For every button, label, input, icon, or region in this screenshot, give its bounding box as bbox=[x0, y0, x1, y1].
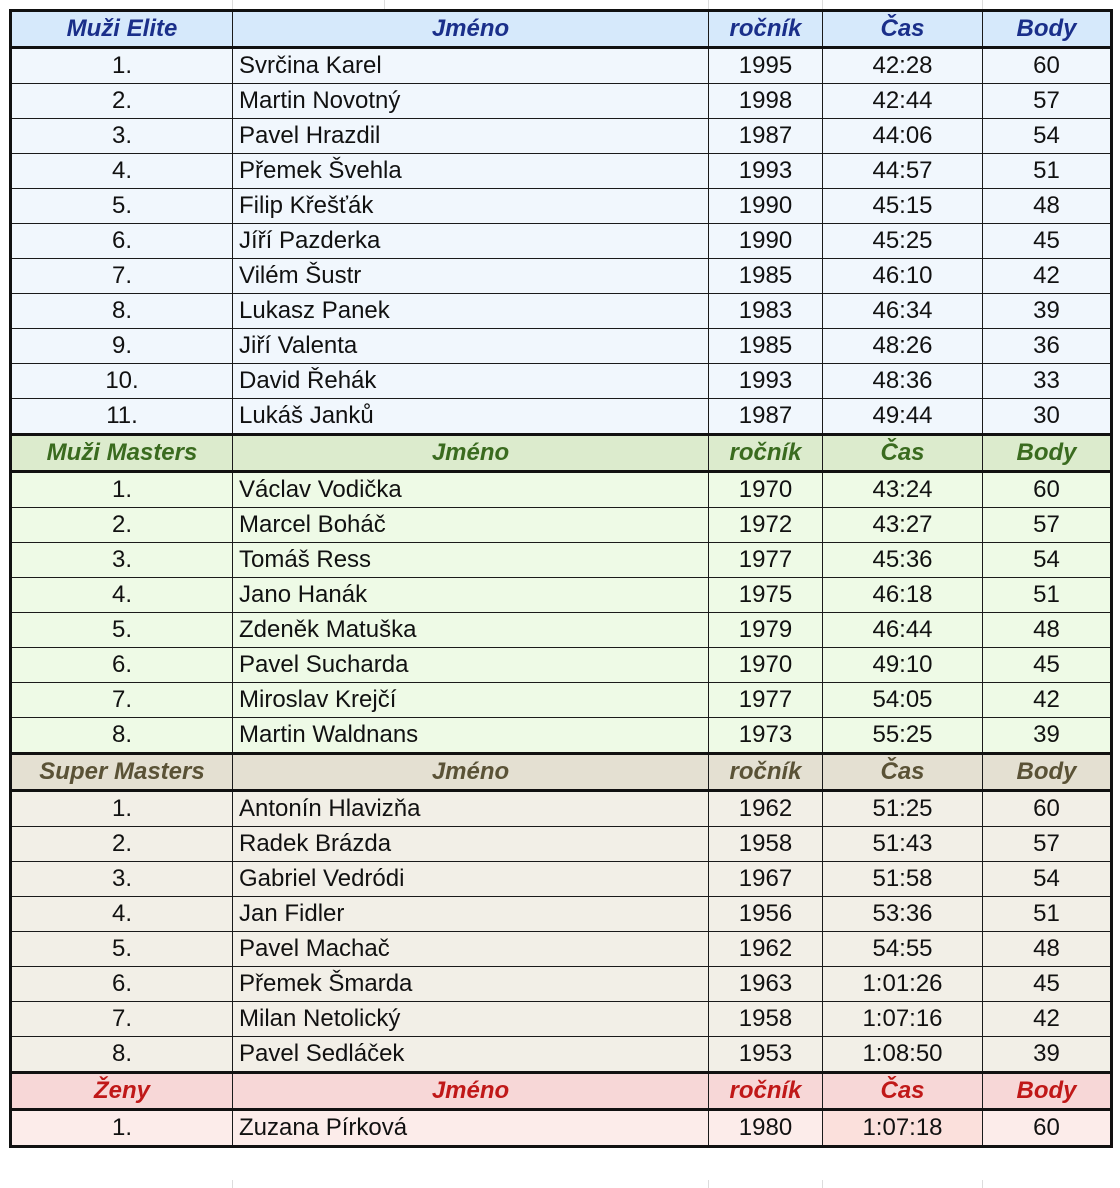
cell-year[interactable]: 1962 bbox=[709, 791, 823, 827]
cell-name[interactable]: Jíří Pazderka bbox=[233, 224, 709, 259]
cell-name[interactable]: Filip Křešťák bbox=[233, 189, 709, 224]
section-header-row bbox=[11, 435, 1112, 472]
gridline bbox=[384, 0, 385, 9]
table-row bbox=[11, 791, 1112, 827]
cell-time[interactable]: 1:08:50 bbox=[823, 1037, 983, 1073]
table-row bbox=[11, 364, 1112, 399]
table-row bbox=[11, 472, 1112, 508]
table-row bbox=[11, 259, 1112, 294]
table-row bbox=[11, 543, 1112, 578]
gridline bbox=[708, 1180, 709, 1188]
cell-points[interactable]: 48 bbox=[983, 932, 1112, 967]
table-row bbox=[11, 1110, 1112, 1147]
cell-rank[interactable]: 10. bbox=[11, 364, 233, 399]
table-row bbox=[11, 154, 1112, 189]
cell-year[interactable]: 1958 bbox=[709, 827, 823, 862]
table-row bbox=[11, 613, 1112, 648]
header-cell-time[interactable]: Čas bbox=[823, 754, 983, 791]
gridline bbox=[822, 1180, 823, 1188]
cell-name[interactable]: Svrčina Karel bbox=[233, 48, 709, 84]
cell-name[interactable]: Martin Waldnans bbox=[233, 718, 709, 754]
table-row bbox=[11, 578, 1112, 613]
cell-points[interactable]: 57 bbox=[983, 84, 1112, 119]
cell-rank[interactable]: 6. bbox=[11, 648, 233, 683]
cell-time[interactable]: 46:34 bbox=[823, 294, 983, 329]
cell-year[interactable]: 1970 bbox=[709, 648, 823, 683]
cell-points[interactable]: 45 bbox=[983, 967, 1112, 1002]
cell-rank[interactable]: 5. bbox=[11, 189, 233, 224]
section-masters bbox=[11, 435, 1112, 754]
cell-time[interactable]: 45:25 bbox=[823, 224, 983, 259]
section-super bbox=[11, 754, 1112, 1073]
header-cell-category[interactable]: Muži Masters bbox=[11, 435, 233, 472]
cell-rank[interactable]: 1. bbox=[11, 48, 233, 84]
cell-points[interactable]: 42 bbox=[983, 259, 1112, 294]
gridline bbox=[232, 1180, 233, 1188]
cell-name[interactable]: Jiří Valenta bbox=[233, 329, 709, 364]
cell-points[interactable]: 60 bbox=[983, 48, 1112, 84]
cell-year[interactable]: 1956 bbox=[709, 897, 823, 932]
cell-rank[interactable]: 2. bbox=[11, 827, 233, 862]
cell-year[interactable]: 1975 bbox=[709, 578, 823, 613]
cell-time[interactable]: 51:43 bbox=[823, 827, 983, 862]
cell-year[interactable]: 1962 bbox=[709, 932, 823, 967]
cell-time[interactable]: 54:05 bbox=[823, 683, 983, 718]
cell-points[interactable]: 39 bbox=[983, 294, 1112, 329]
cell-rank[interactable]: 2. bbox=[11, 508, 233, 543]
section-header-row bbox=[11, 11, 1112, 48]
cell-points[interactable]: 51 bbox=[983, 154, 1112, 189]
cell-rank[interactable]: 1. bbox=[11, 472, 233, 508]
cell-year[interactable]: 1970 bbox=[709, 472, 823, 508]
cell-points[interactable]: 30 bbox=[983, 399, 1112, 435]
cell-rank[interactable]: 3. bbox=[11, 119, 233, 154]
header-cell-category[interactable]: Ženy bbox=[11, 1073, 233, 1110]
cell-time[interactable]: 51:25 bbox=[823, 791, 983, 827]
cell-name[interactable]: Jano Hanák bbox=[233, 578, 709, 613]
cell-rank[interactable]: 11. bbox=[11, 399, 233, 435]
cell-time[interactable]: 53:36 bbox=[823, 897, 983, 932]
cell-year[interactable]: 1972 bbox=[709, 508, 823, 543]
cell-name[interactable]: Vilém Šustr bbox=[233, 259, 709, 294]
cell-name[interactable]: Lukasz Panek bbox=[233, 294, 709, 329]
header-cell-points[interactable]: Body bbox=[983, 754, 1112, 791]
cell-time[interactable]: 43:24 bbox=[823, 472, 983, 508]
cell-name[interactable]: Pavel Sedláček bbox=[233, 1037, 709, 1073]
cell-points[interactable]: 57 bbox=[983, 827, 1112, 862]
cell-rank[interactable]: 5. bbox=[11, 932, 233, 967]
cell-points[interactable]: 39 bbox=[983, 718, 1112, 754]
gridline bbox=[708, 0, 709, 9]
table-row bbox=[11, 967, 1112, 1002]
header-cell-category[interactable]: Super Masters bbox=[11, 754, 233, 791]
results-table bbox=[9, 9, 1113, 1148]
cell-points[interactable]: 54 bbox=[983, 119, 1112, 154]
header-cell-time[interactable]: Čas bbox=[823, 11, 983, 48]
header-cell-name[interactable]: Jméno bbox=[233, 1073, 709, 1110]
cell-rank[interactable]: 4. bbox=[11, 154, 233, 189]
cell-points[interactable]: 57 bbox=[983, 508, 1112, 543]
cell-name[interactable]: Přemek Švehla bbox=[233, 154, 709, 189]
header-cell-time[interactable]: Čas bbox=[823, 435, 983, 472]
cell-name[interactable]: Marcel Boháč bbox=[233, 508, 709, 543]
cell-year[interactable]: 1990 bbox=[709, 189, 823, 224]
cell-year[interactable]: 1987 bbox=[709, 399, 823, 435]
header-cell-year[interactable]: ročník bbox=[709, 1073, 823, 1110]
cell-name[interactable]: Václav Vodička bbox=[233, 472, 709, 508]
section-header-row bbox=[11, 1073, 1112, 1110]
table-row bbox=[11, 827, 1112, 862]
cell-points[interactable]: 48 bbox=[983, 613, 1112, 648]
cell-rank[interactable]: 6. bbox=[11, 967, 233, 1002]
table-row bbox=[11, 119, 1112, 154]
table-row bbox=[11, 1002, 1112, 1037]
table-row bbox=[11, 862, 1112, 897]
table-row bbox=[11, 648, 1112, 683]
cell-year[interactable]: 1977 bbox=[709, 683, 823, 718]
cell-rank[interactable]: 4. bbox=[11, 578, 233, 613]
table-row bbox=[11, 1037, 1112, 1073]
cell-time[interactable]: 44:06 bbox=[823, 119, 983, 154]
cell-time[interactable]: 1:07:16 bbox=[823, 1002, 983, 1037]
cell-year[interactable]: 1990 bbox=[709, 224, 823, 259]
cell-time[interactable]: 43:27 bbox=[823, 508, 983, 543]
cell-time[interactable]: 48:26 bbox=[823, 329, 983, 364]
table-row bbox=[11, 189, 1112, 224]
cell-year[interactable]: 1980 bbox=[709, 1110, 823, 1147]
table-row bbox=[11, 683, 1112, 718]
table-row bbox=[11, 84, 1112, 119]
cell-time[interactable]: 44:57 bbox=[823, 154, 983, 189]
cell-name[interactable]: Pavel Sucharda bbox=[233, 648, 709, 683]
cell-name[interactable]: Lukáš Janků bbox=[233, 399, 709, 435]
cell-name[interactable]: David Řehák bbox=[233, 364, 709, 399]
header-cell-year[interactable]: ročník bbox=[709, 435, 823, 472]
cell-points[interactable]: 33 bbox=[983, 364, 1112, 399]
cell-time[interactable]: 46:10 bbox=[823, 259, 983, 294]
cell-name[interactable]: Pavel Machač bbox=[233, 932, 709, 967]
cell-rank[interactable]: 9. bbox=[11, 329, 233, 364]
cell-points[interactable]: 42 bbox=[983, 683, 1112, 718]
cell-points[interactable]: 45 bbox=[983, 224, 1112, 259]
cell-year[interactable]: 1967 bbox=[709, 862, 823, 897]
cell-rank[interactable]: 8. bbox=[11, 294, 233, 329]
header-cell-time[interactable]: Čas bbox=[823, 1073, 983, 1110]
gridline bbox=[982, 1180, 983, 1188]
cell-points[interactable]: 42 bbox=[983, 1002, 1112, 1037]
cell-name[interactable]: Radek Brázda bbox=[233, 827, 709, 862]
cell-year[interactable]: 1987 bbox=[709, 119, 823, 154]
cell-year[interactable]: 1998 bbox=[709, 84, 823, 119]
cell-time[interactable]: 46:44 bbox=[823, 613, 983, 648]
gridlines-top bbox=[0, 0, 1120, 9]
cell-time[interactable]: 42:44 bbox=[823, 84, 983, 119]
cell-points[interactable]: 51 bbox=[983, 897, 1112, 932]
cell-points[interactable]: 48 bbox=[983, 189, 1112, 224]
header-cell-year[interactable]: ročník bbox=[709, 11, 823, 48]
cell-rank[interactable]: 4. bbox=[11, 897, 233, 932]
header-cell-name[interactable]: Jméno bbox=[233, 11, 709, 48]
table-row bbox=[11, 718, 1112, 754]
section-elite bbox=[11, 11, 1112, 435]
cell-rank[interactable]: 8. bbox=[11, 1037, 233, 1073]
cell-rank[interactable]: 1. bbox=[11, 1110, 233, 1147]
cell-points[interactable]: 45 bbox=[983, 648, 1112, 683]
cell-time[interactable]: 51:58 bbox=[823, 862, 983, 897]
cell-rank[interactable]: 6. bbox=[11, 224, 233, 259]
cell-year[interactable]: 1993 bbox=[709, 364, 823, 399]
header-cell-name[interactable]: Jméno bbox=[233, 754, 709, 791]
cell-rank[interactable]: 2. bbox=[11, 84, 233, 119]
header-cell-category[interactable]: Muži Elite bbox=[11, 11, 233, 48]
cell-year[interactable]: 1979 bbox=[709, 613, 823, 648]
cell-year[interactable]: 1963 bbox=[709, 967, 823, 1002]
header-cell-points[interactable]: Body bbox=[983, 435, 1112, 472]
table-row bbox=[11, 897, 1112, 932]
cell-name[interactable]: Miroslav Krejčí bbox=[233, 683, 709, 718]
cell-points[interactable]: 54 bbox=[983, 862, 1112, 897]
cell-year[interactable]: 1977 bbox=[709, 543, 823, 578]
table-row bbox=[11, 48, 1112, 84]
gridline bbox=[232, 0, 233, 9]
cell-time[interactable]: 54:55 bbox=[823, 932, 983, 967]
cell-year[interactable]: 1993 bbox=[709, 154, 823, 189]
table-row bbox=[11, 932, 1112, 967]
table-row bbox=[11, 508, 1112, 543]
table-row bbox=[11, 224, 1112, 259]
cell-year[interactable]: 1983 bbox=[709, 294, 823, 329]
gridline bbox=[822, 0, 823, 9]
table-row bbox=[11, 399, 1112, 435]
cell-time[interactable]: 49:10 bbox=[823, 648, 983, 683]
cell-time[interactable]: 48:36 bbox=[823, 364, 983, 399]
cell-points[interactable]: 60 bbox=[983, 791, 1112, 827]
cell-name[interactable]: Přemek Šmarda bbox=[233, 967, 709, 1002]
header-cell-points[interactable]: Body bbox=[983, 1073, 1112, 1110]
cell-points[interactable]: 39 bbox=[983, 1037, 1112, 1073]
cell-time[interactable]: 49:44 bbox=[823, 399, 983, 435]
cell-year[interactable]: 1995 bbox=[709, 48, 823, 84]
cell-rank[interactable]: 8. bbox=[11, 718, 233, 754]
cell-points[interactable]: 54 bbox=[983, 543, 1112, 578]
cell-name[interactable]: Pavel Hrazdil bbox=[233, 119, 709, 154]
cell-name[interactable]: Jan Fidler bbox=[233, 897, 709, 932]
cell-name[interactable]: Milan Netolický bbox=[233, 1002, 709, 1037]
cell-name[interactable]: Gabriel Vedródi bbox=[233, 862, 709, 897]
cell-rank[interactable]: 3. bbox=[11, 862, 233, 897]
cell-name[interactable]: Zdeněk Matuška bbox=[233, 613, 709, 648]
table-row bbox=[11, 329, 1112, 364]
cell-time[interactable]: 42:28 bbox=[823, 48, 983, 84]
cell-time[interactable]: 46:18 bbox=[823, 578, 983, 613]
gridlines-bottom bbox=[0, 1180, 1120, 1188]
cell-points[interactable]: 36 bbox=[983, 329, 1112, 364]
cell-rank[interactable]: 7. bbox=[11, 1002, 233, 1037]
cell-time[interactable]: 45:15 bbox=[823, 189, 983, 224]
cell-rank[interactable]: 3. bbox=[11, 543, 233, 578]
cell-year[interactable]: 1953 bbox=[709, 1037, 823, 1073]
cell-rank[interactable]: 7. bbox=[11, 259, 233, 294]
cell-time[interactable]: 55:25 bbox=[823, 718, 983, 754]
cell-rank[interactable]: 5. bbox=[11, 613, 233, 648]
table-row bbox=[11, 294, 1112, 329]
gridline bbox=[982, 0, 983, 9]
cell-name[interactable]: Martin Novotný bbox=[233, 84, 709, 119]
cell-rank[interactable]: 7. bbox=[11, 683, 233, 718]
cell-rank[interactable]: 1. bbox=[11, 791, 233, 827]
cell-year[interactable]: 1958 bbox=[709, 1002, 823, 1037]
cell-points[interactable]: 51 bbox=[983, 578, 1112, 613]
cell-points[interactable]: 60 bbox=[983, 472, 1112, 508]
cell-name[interactable]: Antonín Hlavizňa bbox=[233, 791, 709, 827]
cell-time[interactable]: 45:36 bbox=[823, 543, 983, 578]
cell-year[interactable]: 1985 bbox=[709, 329, 823, 364]
cell-points[interactable]: 60 bbox=[983, 1110, 1112, 1147]
cell-time[interactable]: 1:01:26 bbox=[823, 967, 983, 1002]
header-cell-name[interactable]: Jméno bbox=[233, 435, 709, 472]
cell-time[interactable]: 1:07:18 bbox=[823, 1110, 983, 1147]
cell-name[interactable]: Tomáš Ress bbox=[233, 543, 709, 578]
header-cell-year[interactable]: ročník bbox=[709, 754, 823, 791]
cell-year[interactable]: 1985 bbox=[709, 259, 823, 294]
cell-year[interactable]: 1973 bbox=[709, 718, 823, 754]
header-cell-points[interactable]: Body bbox=[983, 11, 1112, 48]
section-header-row bbox=[11, 754, 1112, 791]
section-zeny bbox=[11, 1073, 1112, 1147]
cell-name[interactable]: Zuzana Pírková bbox=[233, 1110, 709, 1147]
